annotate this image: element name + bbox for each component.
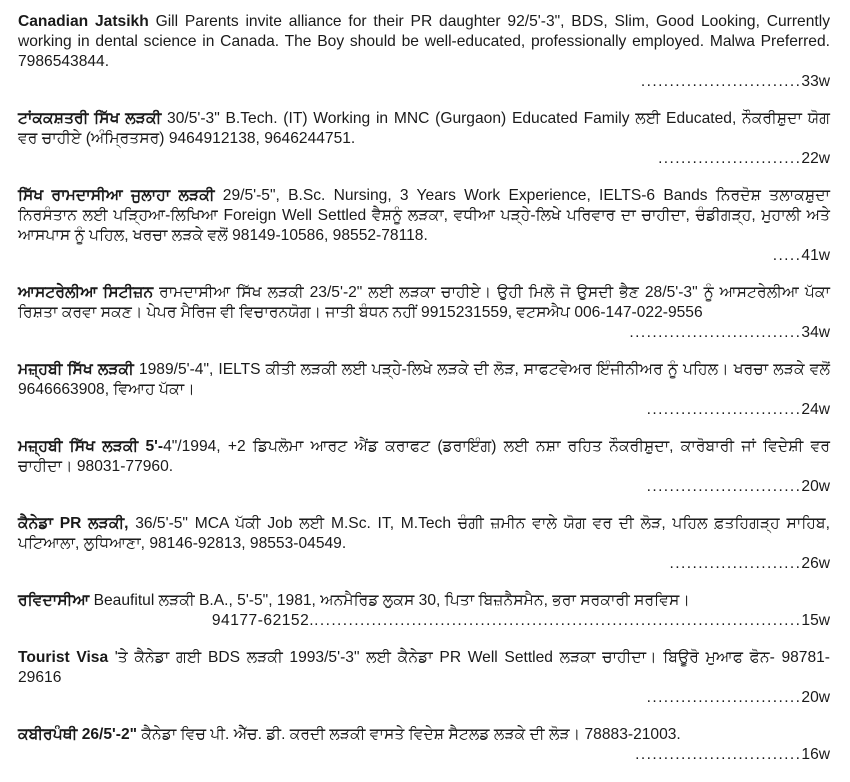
ad-meta [18,611,830,631]
ad-word-count: 34w [801,324,830,341]
ad-heading: ਸਿੱਖ ਰਾਮਦਾਸੀਆ ਜੁਲਾਹਾ ਲੜਕੀ [18,187,215,204]
ad-text: 30/5'-3" B.Tech. (IT) Working in MNC (Gurgaon) Educated Family ਲਈ Educated, ਨੌਕਰੀਸ਼ੁਦਾ ਯੋਗ ਵਰ ਚਾਹੀਏ (ਅੰਮ੍ਰਿਤਸਰ) 9464912138, 9646244751. [18,110,830,147]
ad-heading: Canadian Jatsikh [18,13,149,30]
ad-dot-leader: ....................... [669,555,802,572]
ad-word-count: 20w [801,478,830,495]
ad-meta [18,477,830,497]
ad-item [18,437,830,497]
ad-meta [18,554,830,574]
ad-meta [18,400,830,420]
ad-item [18,725,830,765]
ad-word-count: 22w [801,150,830,167]
ad-meta [18,149,830,169]
ad-heading: ਟਾਂਕਕਸ਼ਤਰੀ ਸਿੱਖ ਲੜਕੀ [18,110,162,127]
ad-dot-leader: ..................................................................................... [314,612,802,629]
ad-text: ਕੈਨੇਡਾ ਵਿਚ ਪੀ. ਐੱਚ. ਡੀ. ਕਰਦੀ ਲੜਕੀ ਵਾਸਤੇ ਵਿਦੇਸ਼ ਸੈਟਲਡ ਲੜਕੇ ਦੀ ਲੋੜ। 78883-21003. [137,726,681,743]
ad-word-count: 26w [801,555,830,572]
ad-item [18,186,830,266]
ad-text: 29/5'-5", B.Sc. Nursing, 3 Years Work Experience, IELTS-6 Bands ਨਿਰਦੋਸ਼ ਤਲਾਕਸ਼ੁਦਾ ਨਿਰਸੰਤਾਨ ਲਈ ਪੜ੍ਹਿਆ-ਲਿਖਿਆ Foreign Well Settled ਵੈਸ਼ਨੂੰ ਲੜਕਾ, ਵਧੀਆ ਪੜ੍ਹੇ-ਲਿਖੇ ਪਰਿਵਾਰ ਦਾ ਚਾਹੀਦਾ, ਚੰਡੀਗੜ੍ਹ, ਮੁਹਾਲੀ ਅਤੇ ਆਸਪਾਸ ਨੂੰ ਪਹਿਲ, ਖਰਚਾ ਲੜਕੇ ਵਲੋਂ 98149-10586, 98552-78118. [18,187,830,244]
ad-dot-leader: ............................. [635,746,802,763]
ad-heading: Tourist Visa [18,649,109,666]
ad-text: 4"/1994, +2 ਡਿਪਲੋਮਾ ਆਰਟ ਐਂਡ ਕਰਾਫਟ (ਡਰਾਇੰਗ) ਲਈ ਨਸ਼ਾ ਰਹਿਤ ਨੌਕਰੀਸ਼ੁਦਾ, ਕਾਰੋਬਾਰੀ ਜਾਂ ਵਿਦੇਸ਼ੀ ਵਰ ਚਾਹੀਦਾ। 98031-77960. [18,438,831,475]
ad-item [18,514,830,574]
ad-item [18,283,830,343]
ad-item [18,12,830,92]
ad-word-count: 20w [801,689,830,706]
ad-dot-leader: ..... [772,247,802,264]
ad-text: Beaufitul ਲੜਕੀ B.A., 5'-5", 1981, ਅਨਮੈਰਿਡ ਲੁਕਸ 30, ਪਿਤਾ ਬਿਜ਼ਨੈਸਮੈਨ, ਭਰਾ ਸਰਕਾਰੀ ਸਰਵਿਸ। [89,592,690,609]
ad-text: 36/5'-5" MCA ਪੱਕੀ Job ਲਈ M.Sc. IT, M.Tech ਚੰਗੀ ਜ਼ਮੀਨ ਵਾਲੇ ਯੋਗ ਵਰ ਦੀ ਲੋੜ, ਪਹਿਲ ਫ਼ਤਹਿਗੜ੍ਹ ਸਾਹਿਬ, ਪਟਿਆਲਾ, ਲੁਧਿਆਣਾ, 98146-92813, 98553-04549. [18,515,830,552]
ad-item [18,360,830,420]
ad-dot-leader: ........................... [646,401,802,418]
ad-text: 1989/5'-4", IELTS ਕੀਤੀ ਲੜਕੀ ਲਈ ਪੜ੍ਹੇ-ਲਿਖੇ ਲੜਕੇ ਦੀ ਲੋੜ, ਸਾਫਟਵੇਅਰ ਇੰਜੀਨੀਅਰ ਨੂੰ ਪਹਿਲ। ਖਰਚਾ ਲੜਕੇ ਵਲੋਂ 9646663908, ਵਿਆਹ ਪੱਕਾ। [18,361,830,398]
ad-word-count: 41w [801,247,830,264]
ad-meta [18,246,830,266]
ad-meta [18,688,830,708]
ad-heading: ਮਜ਼੍ਹਬੀ ਸਿੱਖ ਲੜਕੀ [18,361,134,378]
ad-heading: ਰਵਿਦਾਸੀਆ [18,592,90,609]
ad-heading: ਕਬੀਰਪੰਥੀ 26/5'-2" [18,726,138,743]
ad-dot-leader: ............................ [640,73,802,90]
ad-text: Gill Parents invite alliance for their PR daughter 92/5'-3", BDS, Slim, Good Looking, Currently working in dental science in Canada. The Boy should be well-educated, professionally employed. Malwa Preferred. 7986543844. [18,13,830,70]
ad-text: 'ਤੇ ਕੈਨੇਡਾ ਗਈ BDS ਲੜਕੀ 1993/5'-3" ਲਈ ਕੈਨੇਡਾ PR Well Settled ਲੜਕਾ ਚਾਹੀਦਾ। ਬਿਊਰੋ ਮੁਆਫ ਫੋਨ- 98781-29616 [18,649,830,686]
ad-word-count: 33w [801,73,830,90]
ad-item [18,648,830,708]
ad-word-count: 15w [801,612,830,629]
matrimonial-ads-column [18,12,830,782]
ad-meta [18,323,830,343]
ad-heading: ਮਜ਼੍ਹਬੀ ਸਿੱਖ ਲੜਕੀ 5'- [18,438,164,455]
ad-heading: ਆਸਟਰੇਲੀਆ ਸਿਟੀਜ਼ਨ [18,284,154,301]
ad-dot-leader: ......................... [658,150,802,167]
ad-item [18,109,830,169]
ad-tail: 94177-62152. [211,612,315,629]
ad-word-count: 16w [801,746,830,763]
ad-dot-leader: ........................... [646,478,802,495]
ad-dot-leader: .............................. [629,324,802,341]
ad-meta [18,745,830,765]
ad-item [18,591,830,631]
ad-meta [18,72,830,92]
ad-word-count: 24w [801,401,830,418]
ad-heading: ਕੈਨੇਡਾ PR ਲੜਕੀ, [18,515,129,532]
ad-dot-leader: ........................... [646,689,802,706]
ad-text: ਰਾਮਦਾਸੀਆ ਸਿੱਖ ਲੜਕੀ 23/5'-2" ਲਈ ਲੜਕਾ ਚਾਹੀਏ। ਉਹੀ ਮਿਲੋ ਜੋ ਉਸਦੀ ਭੈਣ 28/5'-3" ਨੂੰ ਆਸਟਰੇਲੀਆ ਪੱਕਾ ਰਿਸ਼ਤਾ ਕਰਵਾ ਸਕਣ। ਪੇਪਰ ਮੈਰਿਜ ਵੀ ਵਿਚਾਰਨਯੋਗ। ਜਾਤੀ ਬੰਧਨ ਨਹੀਂ 9915231559, ਵਟਸਐਪ 006-147-022-9556 [18,284,831,321]
